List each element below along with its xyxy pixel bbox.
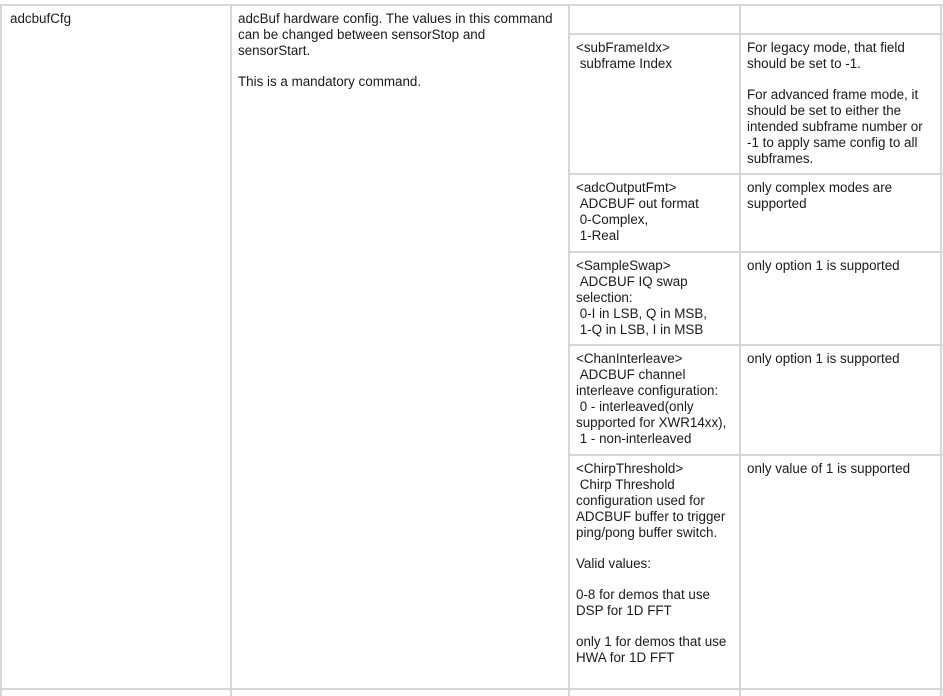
column-divider xyxy=(0,4,2,696)
param-cell-adcoutputfmt xyxy=(570,175,739,249)
column-divider xyxy=(230,4,232,696)
note-text: only value of 1 is supported xyxy=(747,461,911,476)
note-cell-chaninterleave xyxy=(741,346,940,372)
note-text: only complex modes are supported xyxy=(747,180,896,211)
column-divider xyxy=(940,4,942,696)
note-cell-sampleswap xyxy=(741,253,940,279)
mandatory-note: This is a mandatory command. xyxy=(238,74,422,89)
note-text: For advanced frame mode, it should be set to either the intended subframe number or -1 to apply same config to all subframes. xyxy=(747,87,927,166)
param-text: <ChirpThreshold> Chirp Threshold configuration used for ADCBUF buffer to trigger ping/pong buffer switch. xyxy=(576,461,726,540)
param-cell-chirpthreshold xyxy=(570,456,739,671)
param-cell-sampleswap xyxy=(570,253,739,343)
note-text: only option 1 is supported xyxy=(747,351,900,366)
note-cell-adcoutputfmt xyxy=(741,175,940,217)
description-cell xyxy=(232,6,566,95)
param-text: <SampleSwap> ADCBUF IQ swap selection: 0-I in LSB, Q in MSB, 1-Q in LSB, I in MSB xyxy=(576,258,707,337)
note-cell-subframeidx xyxy=(741,35,940,172)
param-cell-chaninterleave xyxy=(570,346,739,452)
param-cell-subframeidx xyxy=(570,35,739,77)
param-text: <subFrameIdx> subframe Index xyxy=(576,40,673,71)
valid-values-hwa: only 1 for demos that use HWA for 1D FFT xyxy=(576,634,731,665)
row-divider xyxy=(0,688,943,690)
description-text: adcBuf hardware config. The values in this command can be changed between sensorStop and sensorStart. xyxy=(238,11,557,58)
param-text: <ChanInterleave> ADCBUF channel interleave configuration: 0 - interleaved(only supported for XWR14xx), 1 - non-interleaved xyxy=(576,351,727,446)
note-text: only option 1 is supported xyxy=(747,258,900,273)
valid-values-dsp: 0-8 for demos that use DSP for 1D FFT xyxy=(576,587,714,618)
command-name-cell xyxy=(4,6,228,32)
note-text: For legacy mode, that field should be set to -1. xyxy=(747,40,909,71)
note-cell-chirpthreshold xyxy=(741,456,940,482)
command-name: adcbufCfg xyxy=(10,11,72,26)
param-text: <adcOutputFmt> ADCBUF out format 0-Complex, 1-Real xyxy=(576,180,699,243)
valid-values-label: Valid values: xyxy=(576,556,651,571)
